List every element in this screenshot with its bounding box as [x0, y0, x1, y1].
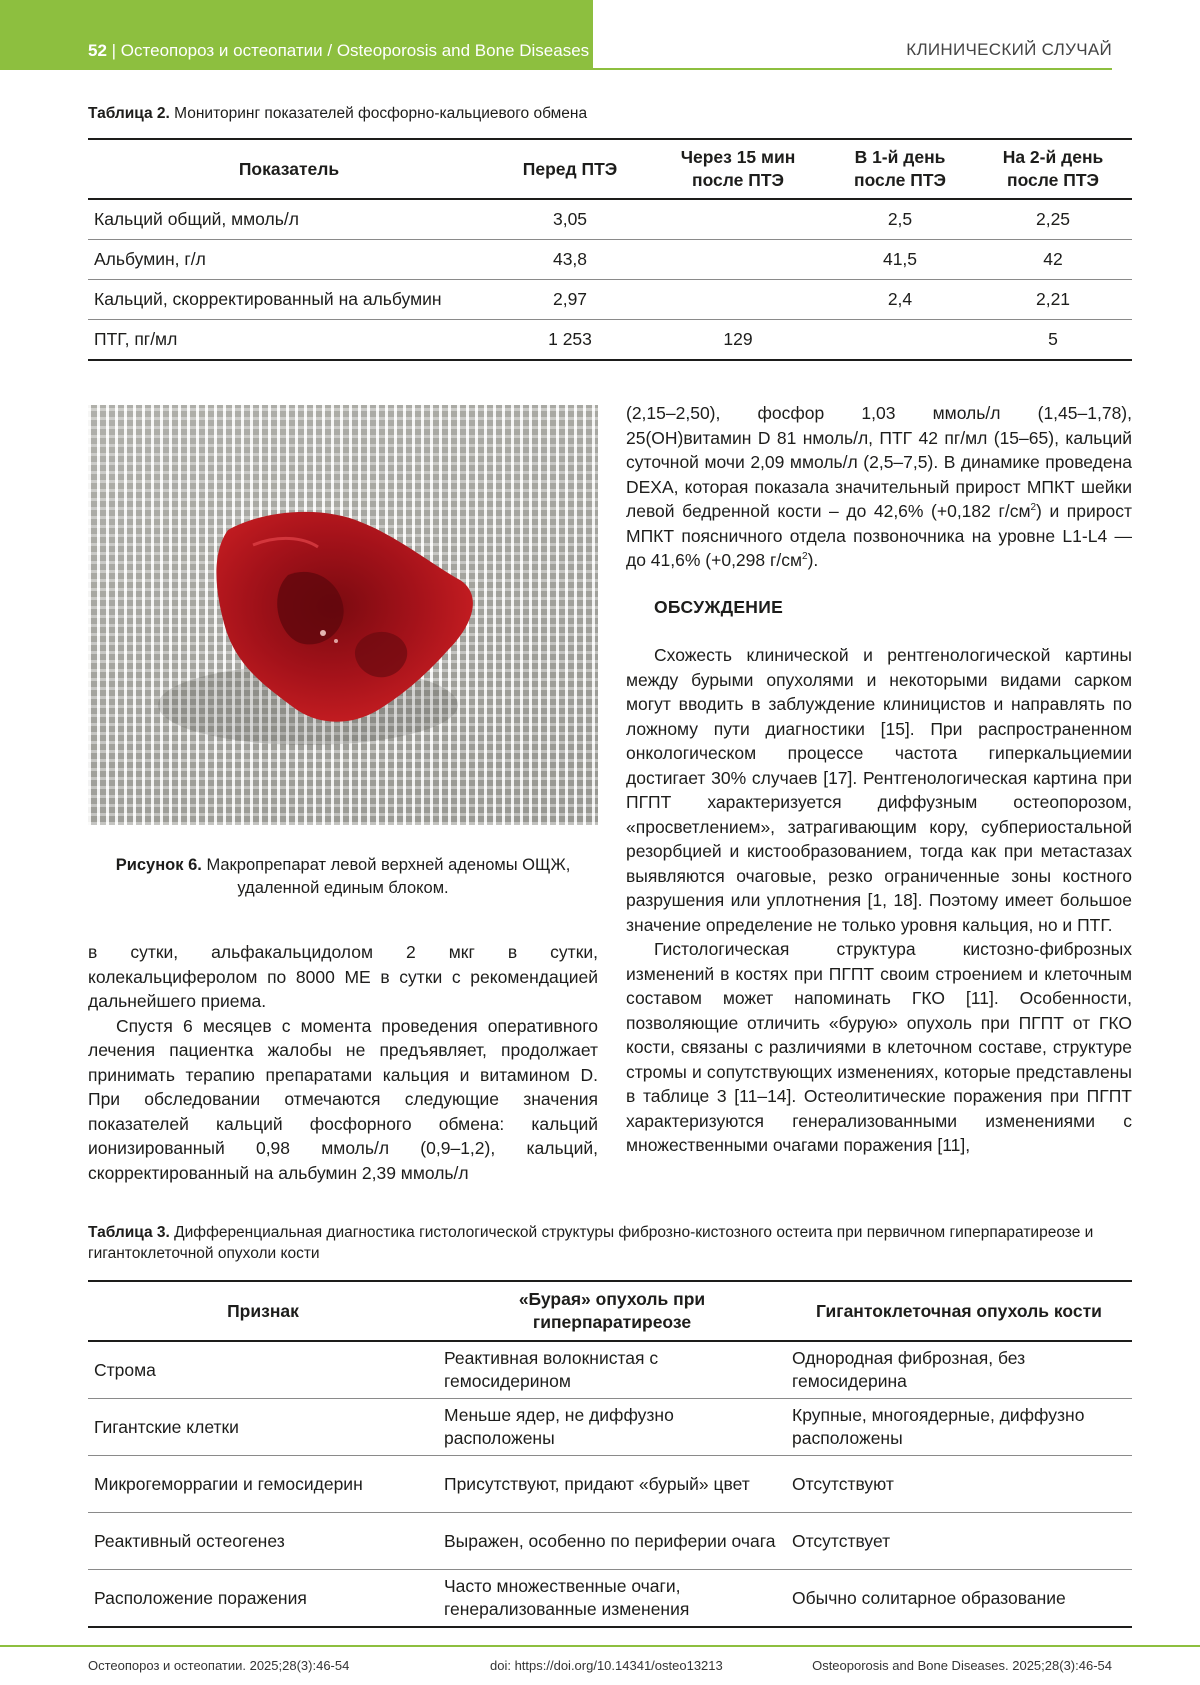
table-cell: 2,25 [974, 199, 1132, 240]
table-cell: ПТГ, пг/мл [88, 320, 490, 361]
table-cell: 1 253 [490, 320, 650, 361]
table-row [88, 1399, 1132, 1456]
table-cell: 2,4 [826, 280, 974, 320]
table-cell: Крупные, многоядерные, диффузно расположены [786, 1399, 1132, 1456]
table-cell [650, 280, 826, 320]
table2-header: Показатель [88, 139, 490, 199]
footer-rule [0, 1645, 1200, 1647]
table-cell: Выражен, особенно по периферии очага [438, 1513, 786, 1570]
table-cell: Кальций, скорректированный на альбумин [88, 280, 490, 320]
table-cell: 42 [974, 240, 1132, 280]
table-cell [650, 240, 826, 280]
table3-caption [88, 1222, 1132, 1264]
table-cell: Микрогеморрагии и гемосидерин [88, 1456, 438, 1513]
paragraph-text: (2,15–2,50), фосфор 1,03 ммоль/л (1,45–1,78), 25(OH)витамин D 81 нмоль/л, ПТГ 42 пг/мл (15–65), кальций суточной мочи 2,09 ммоль/л (2,5–7,5). В динамике проведена DEXA, которая показала значительный прирост МПКТ шейки левой бедренной кости – до 42,6% (+0,182 г/см [626, 403, 1132, 521]
footer-citation-ru: Остеопороз и остеопатии. 2025;28(3):46-54 [88, 1658, 350, 1673]
table2-caption [88, 103, 587, 124]
table-cell: Обычно солитарное образование [786, 1570, 1132, 1628]
figure6-photo [88, 405, 598, 825]
table-cell: 129 [650, 320, 826, 361]
table-cell: 3,05 [490, 199, 650, 240]
table-cell: Меньше ядер, не диффузно расположены [438, 1399, 786, 1456]
table3 [88, 1280, 1132, 1628]
table-cell: 2,21 [974, 280, 1132, 320]
paragraph: Схожесть клинической и рентгенологической картины между бурыми опухолями и некоторыми видами сарком могут вводить в заблуждение клиницистов и направлять по ложному пути диагностики [15]. При распространенном онкологическом процессе частота гиперкальциемии достигает 30% случаев [17]. Рентгенологическая картина при ПГПТ характеризуется диффузным остеопорозом, «просветлением», затрагивающим кору, субпериостальной резорбцией и кистообразованием, тогда как при метастазах выявляются очаговые, резко ограниченные зоны костного разрушения или уплотнения [1, 18]. Поэтому имеет большое значение определение не только уровня кальция, но и ПТГ. [626, 645, 1132, 935]
table3-header: «Бурая» опухоль при гиперпаратиреозе [438, 1281, 786, 1341]
paragraph-text: ) и прирост МПКТ поясничного отдела позвоночника на уровне L1-L4 — до 41,6% (+0,298 г/см [626, 501, 1132, 570]
superscript: 2 [1030, 502, 1037, 514]
table2 [88, 138, 1132, 361]
section-label: КЛИНИЧЕСКИЙ СЛУЧАЙ [906, 40, 1112, 59]
table-row [88, 1341, 1132, 1399]
header-title: 52 | Остеопороз и остеопатии / Osteoporosis and Bone Diseases [88, 41, 590, 60]
superscript: 2 [802, 551, 808, 563]
table2-caption-text: Мониторинг показателей фосфорно-кальциевого обмена [174, 105, 588, 122]
table2-header: На 2-й день после ПТЭ [974, 139, 1132, 199]
table-cell: Отсутствуют [786, 1456, 1132, 1513]
table-row [88, 240, 1132, 280]
table-cell: Альбумин, г/л [88, 240, 490, 280]
footer-doi[interactable]: doi: https://doi.org/10.14341/osteo13213 [490, 1658, 723, 1673]
figure6-caption-label: Рисунок 6. [115, 856, 202, 874]
table3-caption-label: Таблица 3. [88, 1224, 170, 1241]
table-row [88, 1456, 1132, 1513]
figure6-caption [88, 854, 598, 900]
table2-header: Через 15 мин после ПТЭ [650, 139, 826, 199]
table-row [88, 320, 1132, 361]
table-cell: Однородная фиброзная, без гемосидерина [786, 1341, 1132, 1399]
table-cell: 2,97 [490, 280, 650, 320]
table2-caption-label: Таблица 2. [88, 105, 170, 122]
table-cell: Расположение поражения [88, 1570, 438, 1628]
table-cell: 2,5 [826, 199, 974, 240]
table-row [88, 1513, 1132, 1570]
table-row [88, 280, 1132, 320]
table-cell: Гигантские клетки [88, 1399, 438, 1456]
paragraph: Спустя 6 месяцев с момента проведения оперативного лечения пациентка жалобы не предъявляет, продолжает принимать терапию препаратами кальция и витамином D. При обследовании отмечаются следующие значения показателей кальций фосфорного обмена: кальций ионизированный 0,98 ммоль/л (0,9–1,2), кальций, скорректированный на альбумин 2,39 ммоль/л [88, 1015, 598, 1183]
table-cell [826, 320, 974, 361]
table-row [88, 199, 1132, 240]
header-bar [0, 0, 593, 70]
paragraph [626, 401, 1132, 573]
table-cell: 43,8 [490, 240, 650, 280]
left-column [88, 940, 598, 1185]
page-number: 52 [88, 41, 107, 60]
paragraph: Гистологическая структура кистозно-фиброзных изменений в костях при ПГПТ своим строением и клеточным составом может напоминать ГКО [11]. Особенности, позволяющие отличить «бурую» опухоль при ПГПТ от ГКО кости, связаны с различиями в клеточном составе, структуре стромы и сопутствующих изменениях, которые представлены в таблице 3 [11–14]. Остеолитические поражения при ПГПТ характеризуются генерализованными изменениями с множественными очагами поражения [11], [626, 939, 1132, 1155]
table2-header-row [88, 139, 1132, 199]
table-cell [650, 199, 826, 240]
table-cell: Часто множественные очаги, генерализованные изменения [438, 1570, 786, 1628]
table3-header: Гигантоклеточная опухоль кости [786, 1281, 1132, 1341]
tissue-specimen-image [88, 405, 598, 825]
table3-header: Признак [88, 1281, 438, 1341]
table-cell: Кальций общий, ммоль/л [88, 199, 490, 240]
paragraph-text: ). [807, 550, 819, 570]
paragraph: в сутки, альфакальцидолом 2 мкг в сутки, колекальциферолом по 8000 МЕ в сутки с рекомендацией дальнейшего приема. [88, 942, 598, 1011]
table-cell: Присутствуют, придают «бурый» цвет [438, 1456, 786, 1513]
right-column [626, 401, 1132, 1158]
table2-header: Перед ПТЭ [490, 139, 650, 199]
table2-header: В 1-й день после ПТЭ [826, 139, 974, 199]
table-cell: Реактивный остеогенез [88, 1513, 438, 1570]
table3-caption-text: Дифференциальная диагностика гистологической структуры фиброзно-кистозного остеита при первичном гиперпаратиреозе и гигантоклеточной опухоли кости [88, 1224, 1094, 1262]
table-cell: Отсутствует [786, 1513, 1132, 1570]
header-rule [593, 68, 1112, 70]
table-row [88, 1570, 1132, 1628]
table-cell: Строма [88, 1341, 438, 1399]
section-title: ОБСУЖДЕНИЕ [654, 596, 784, 617]
table-cell: Реактивная волокнистая с гемосидерином [438, 1341, 786, 1399]
table-cell: 41,5 [826, 240, 974, 280]
table3-header-row [88, 1281, 1132, 1341]
journal-name: Остеопороз и остеопатии / Osteoporosis and Bone Diseases [120, 41, 590, 60]
footer-citation-en: Osteoporosis and Bone Diseases. 2025;28(3):46-54 [812, 1658, 1112, 1673]
figure6-caption-text: Макропрепарат левой верхней аденомы ОЩЖ, удаленной единым блоком. [206, 856, 571, 897]
table-cell: 5 [974, 320, 1132, 361]
